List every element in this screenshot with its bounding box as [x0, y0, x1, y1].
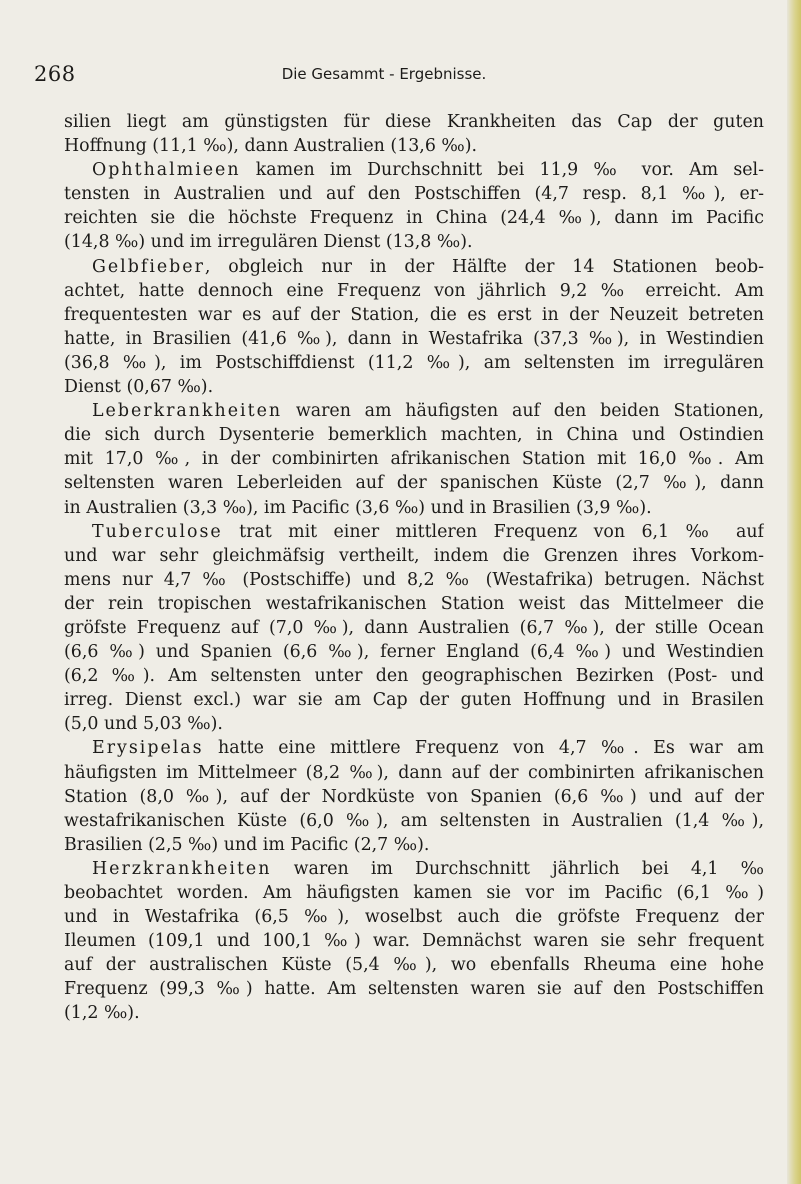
line-text: (1,2 ‰).: [64, 1003, 140, 1024]
text-line: [64, 833, 764, 857]
text-line: [64, 447, 764, 471]
line-text: frequentesten war es auf der Station, die es erst in der Neuzeit betreten: [64, 304, 764, 325]
line-text: gröfste Frequenz auf (7,0 ‰), dann Australien (6,7 ‰), der stille Ocean: [64, 617, 764, 638]
text-line: [64, 568, 764, 592]
text-line: [64, 520, 764, 544]
line-text: Brasilien (2,5 ‰) und im Pacific (2,7 ‰).: [64, 834, 430, 855]
text-line: [64, 327, 764, 351]
text-line: [64, 544, 764, 568]
page-edge: [787, 0, 801, 1184]
line-text: (6,2 ‰). Am seltensten unter den geographischen Bezirken (Post- und: [64, 666, 764, 687]
text-line: [64, 496, 764, 520]
line-text: trat mit einer mittleren Frequenz von 6,1 ‰ auf: [222, 521, 764, 542]
section-term: Herzkrankheiten: [92, 858, 272, 879]
text-line: [64, 809, 764, 833]
line-text: und in Westafrika (6,5 ‰), woselbst auch die gröfste Frequenz der: [64, 907, 764, 928]
line-text: die sich durch Dysenterie bemerklich machten, in China und Ostindien: [64, 425, 764, 446]
line-text: und war sehr gleichmäfsig vertheilt, indem die Grenzen ihres Vorkom-: [64, 545, 764, 566]
text-line: [64, 953, 764, 977]
section-term: Erysipelas: [92, 738, 204, 759]
line-text: beobachtet worden. Am häufigsten kamen sie vor im Pacific (6,1 ‰): [64, 883, 764, 903]
text-line: [64, 785, 764, 809]
text-line: [64, 471, 764, 495]
page-header: [34, 62, 734, 92]
text-line: [64, 761, 764, 785]
section-term: Tuberculose: [92, 521, 223, 542]
line-text: mit 17,0 ‰, in der combinirten afrikanischen Station mit 16,0 ‰. Am: [64, 449, 764, 470]
line-text: Station (8,0 ‰), auf der Nordküste von Spanien (6,6 ‰) und auf der: [64, 786, 764, 807]
section-term: Ophthalmieen: [92, 160, 241, 181]
text-line: [64, 423, 764, 447]
text-line: [64, 857, 764, 881]
line-text: waren im Durchschnitt jährlich bei 4,1 ‰: [271, 858, 764, 879]
text-line: [64, 134, 764, 158]
line-text: der rein tropischen westafrikanischen Station weist das Mittelmeer die: [64, 593, 764, 614]
line-text: (14,8 ‰) und im irregulären Dienst (13,8 ‰).: [64, 232, 473, 253]
text-line: [64, 1001, 764, 1025]
line-text: mens nur 4,7 ‰ (Postschiffe) und 8,2 ‰ (Westafrika) betrugen. Nächst: [64, 569, 764, 590]
line-text: tensten in Australien und auf den Postschiffen (4,7 resp. 8,1 ‰), er-: [64, 184, 764, 205]
line-text: reichten sie die höchste Frequenz in China (24,4 ‰), dann im Pacific: [64, 208, 764, 229]
line-text: silien liegt am günstigsten für diese Krankheiten das Cap der guten: [64, 112, 764, 132]
text-line: [64, 255, 764, 279]
text-line: [64, 110, 764, 134]
text-line: [64, 736, 764, 760]
line-text: (5,0 und 5,03 ‰).: [64, 714, 223, 735]
line-text: in Australien (3,3 ‰), im Pacific (3,6 ‰) und in Brasilien (3,9 ‰).: [64, 497, 652, 518]
running-title: Die Gesammt - Ergebnisse.: [281, 65, 487, 83]
line-text: Ileumen (109,1 und 100,1 ‰) war. Demnächst waren sie sehr frequent: [64, 931, 764, 952]
text-line: [64, 279, 764, 303]
line-text: irreg. Dienst excl.) war sie am Cap der guten Hoffnung und in Brasilen: [64, 690, 764, 711]
text-line: [64, 640, 764, 664]
line-text: kamen im Durchschnitt bei 11,9 ‰ vor. Am sel-: [240, 160, 764, 181]
line-text: achtet, hatte dennoch eine Frequenz von jährlich 9,2 ‰ erreicht. Am: [64, 280, 764, 301]
line-text: Hoffnung (11,1 ‰), dann Australien (13,6 ‰).: [64, 136, 478, 157]
line-text: (6,6 ‰) und Spanien (6,6 ‰), ferner England (6,4 ‰) und Westindien: [64, 642, 764, 663]
line-text: auf der australischen Küste (5,4 ‰), wo ebenfalls Rheuma eine hohe: [64, 955, 764, 976]
text-line: [64, 929, 764, 953]
text-line: [64, 592, 764, 616]
text-line: [64, 905, 764, 929]
section-term: Leberkrankheiten: [92, 401, 283, 422]
text-line: [64, 616, 764, 640]
line-text: hatte eine mittlere Frequenz von 4,7 ‰. Es war am: [203, 738, 764, 759]
text-line: [64, 158, 764, 182]
page-number: 268: [34, 62, 76, 86]
text-line: [64, 206, 764, 230]
text-line: [64, 230, 764, 254]
text-line: [64, 303, 764, 327]
text-line: [64, 351, 764, 375]
section-term: Gelbfieber: [92, 256, 205, 277]
line-text: westafrikanischen Küste (6,0 ‰), am seltensten in Australien (1,4 ‰),: [64, 810, 764, 831]
text-line: [64, 977, 764, 1001]
line-text: waren am häufigsten auf den beiden Stationen,: [282, 401, 764, 422]
line-text: (36,8 ‰), im Postschiffdienst (11,2 ‰), am seltensten im irregulären: [64, 352, 764, 373]
body-text: [64, 110, 764, 1026]
text-line: [64, 399, 764, 423]
text-line: [64, 375, 764, 399]
text-line: [64, 712, 764, 736]
text-line: [64, 664, 764, 688]
text-line: [64, 881, 764, 905]
line-text: Frequenz (99,3 ‰) hatte. Am seltensten waren sie auf den Postschiffen: [64, 979, 764, 1000]
line-text: Dienst (0,67 ‰).: [64, 377, 214, 398]
line-text: hatte, in Brasilien (41,6 ‰), dann in Westafrika (37,3 ‰), in Westindien: [64, 328, 764, 349]
line-text: , obgleich nur in der Hälfte der 14 Stationen beob-: [204, 256, 764, 277]
text-line: [64, 688, 764, 712]
line-text: seltensten waren Leberleiden auf der spanischen Küste (2,7 ‰), dann: [64, 473, 764, 494]
text-line: [64, 182, 764, 206]
line-text: häufigsten im Mittelmeer (8,2 ‰), dann auf der combinirten afrikanischen: [64, 762, 764, 783]
